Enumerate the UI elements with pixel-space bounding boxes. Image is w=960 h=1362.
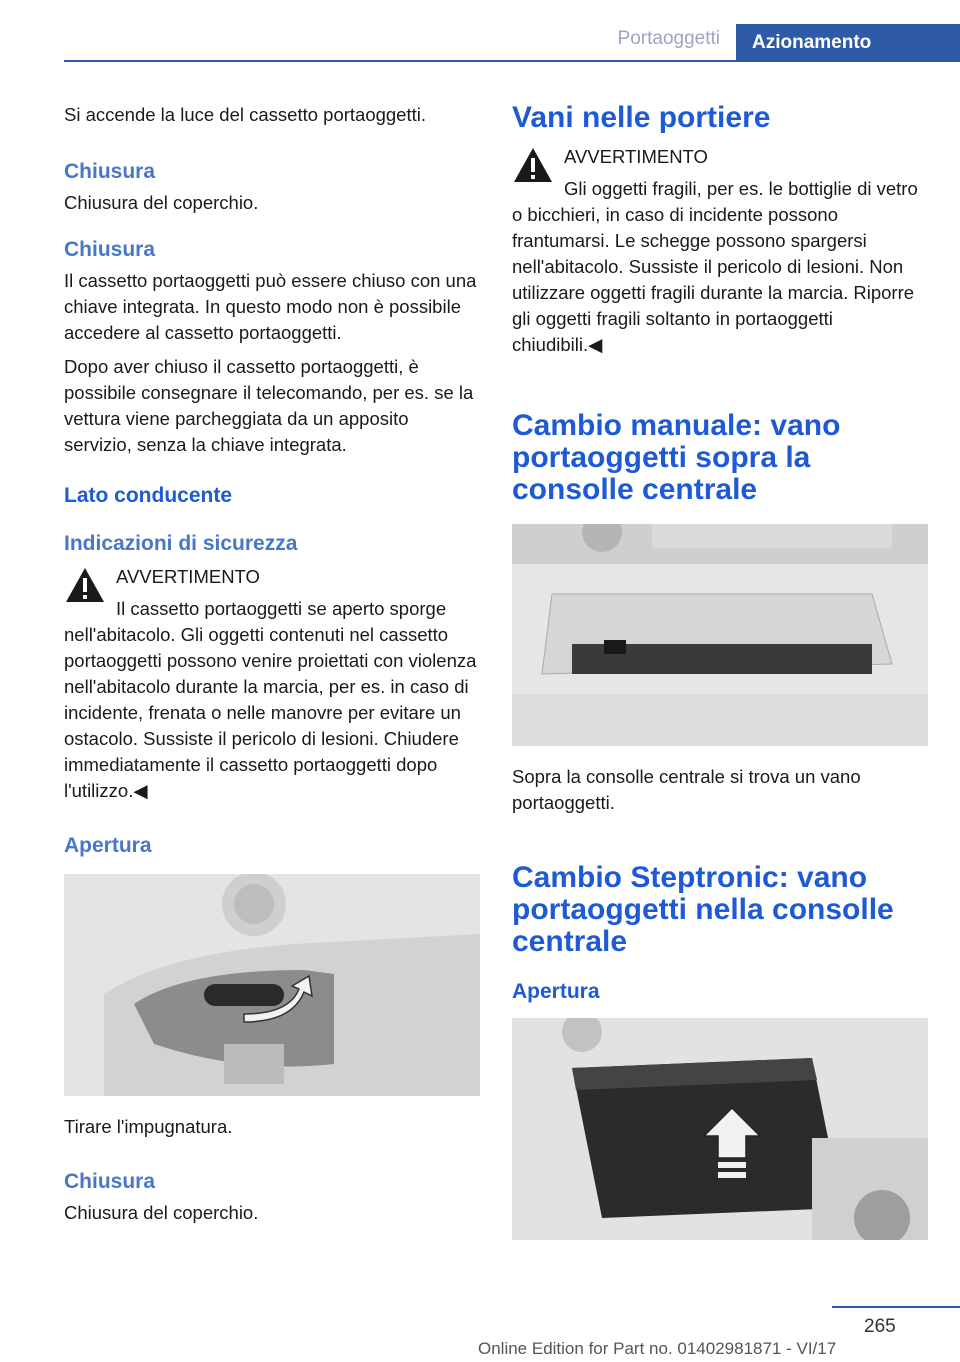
page-header — [64, 24, 960, 62]
heading-sicurezza: Indicazioni di sicurezza — [64, 532, 298, 555]
warning-triangle-icon — [64, 566, 106, 604]
right-column — [512, 102, 928, 1258]
warning-box — [64, 564, 480, 804]
heading-chiusura-1: Chiusura — [64, 160, 156, 183]
image-caption: Tirare l'impugnatura. — [64, 1116, 233, 1137]
footer-rule — [832, 1306, 960, 1308]
heading-chiusura-2: Chiusura — [64, 238, 156, 261]
glovebox-image — [64, 874, 480, 1096]
text-chiusura-1: Chiusura del coperchio. — [64, 192, 259, 213]
page-number: 265 — [864, 1316, 896, 1337]
header-section: Portaoggetti — [617, 28, 720, 49]
console-image — [512, 524, 928, 746]
text-chiusura-3: Chiusura del coperchio. — [64, 1202, 259, 1223]
console-illustration — [512, 524, 928, 746]
warning-box-portiere — [512, 144, 928, 358]
steptronic-illustration — [512, 1018, 928, 1240]
left-column — [64, 102, 480, 1234]
steptronic-image — [512, 1018, 928, 1240]
glovebox-illustration — [64, 874, 480, 1096]
heading-apertura: Apertura — [64, 834, 152, 857]
heading-lato-conducente: Lato conducente — [64, 484, 233, 507]
intro-text: Si accende la luce del cassetto portaoggetti. — [64, 104, 427, 125]
heading-apertura-steptronic: Apertura — [512, 980, 600, 1003]
text-cambio-manuale: Sopra la consolle centrale si trova un vano portaoggetti. — [512, 766, 861, 813]
heading-cambio-manuale: Cambio manuale: vano portaoggetti sopra la consolle centrale — [512, 409, 841, 506]
text-chiusura-2b: Dopo aver chiuso il cassetto portaoggetti, è possibile consegnare il telecomando, per es. se la vettura viene parcheggiata da un apposito servizio, senza la chiave integrata. — [64, 356, 474, 455]
heading-cambio-steptronic: Cambio Steptronic: vano portaoggetti nella consolle centrale — [512, 861, 894, 958]
warning-text: Il cassetto portaoggetti se aperto sporge nell'abitacolo. Gli oggetti contenuti nel cassetto portaoggetti possono venire proiettati con violenza nell'abitacolo durante la marcia, per es. in caso di incidente, frenata o nelle manovre per evitare un ostacolo. Sussiste il pericolo di lesioni. Chiudere immediatamente il cassetto portaoggetti dopo l'utilizzo.◀ — [64, 598, 477, 801]
warning-heading: AVVERTIMENTO — [116, 566, 260, 587]
heading-chiusura-3: Chiusura — [64, 1170, 156, 1193]
warning-heading-portiere: AVVERTIMENTO — [564, 146, 708, 167]
warning-text-portiere: Gli oggetti fragili, per es. le bottiglie di vetro o bicchieri, in caso di incidente possono frantumarsi. Le schegge possono spargersi nell'abitacolo. Sussiste il pericolo di lesioni. Non utilizzare oggetti fragili durante la marcia. Riporre gli oggetti fragili soltanto in portaoggetti chiudibili.◀ — [512, 178, 918, 355]
warning-triangle-icon — [512, 146, 554, 184]
footer-edition-note: Online Edition for Part no. 01402981871 - VI/17 — [478, 1339, 837, 1358]
header-chapter: Azionamento — [736, 24, 960, 62]
text-chiusura-2a: Il cassetto portaoggetti può essere chiuso con una chiave integrata. In questo modo non è possibile accedere al cassetto portaoggetti. — [64, 270, 477, 343]
header-rule — [64, 60, 960, 62]
heading-vani-portiere: Vani nelle portiere — [512, 101, 771, 134]
